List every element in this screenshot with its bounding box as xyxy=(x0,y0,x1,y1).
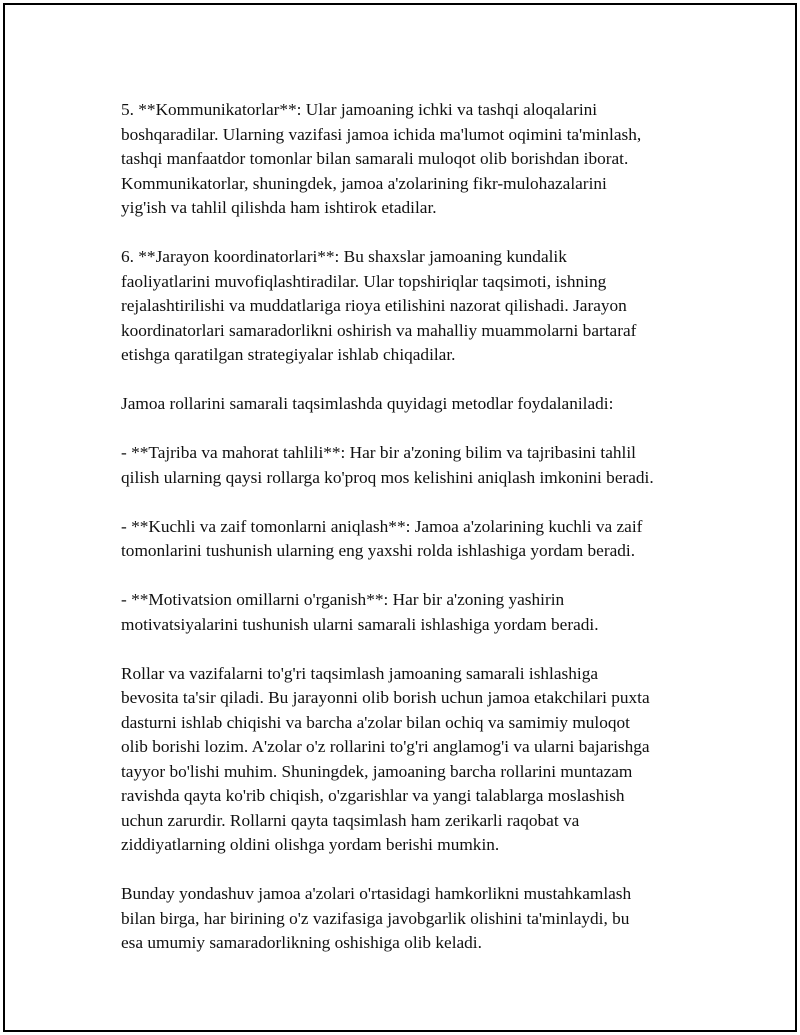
paragraph-process-coordinators: 6. **Jarayon koordinatorlari**: Bu shaxslar jamoaning kundalik faoliyatlarini muvofiqlashtiradilar. Ular topshiriqlar taqsimoti, ishning rejalashtirilishi va muddatlariga rioya etilishini nazorat qilishadi. Jarayon koordinatorlari samaradorlikni oshirish va mahalliy muammolarni bartaraf etishga qaratilgan strategiyalar ishlab chiqadilar. xyxy=(121,247,637,364)
paragraph-role-distribution: Rollar va vazifalarni to'g'ri taqsimlash jamoaning samarali ishlashiga bevosita ta'sir qiladi. Bu jarayonni olib borish uchun jamoa etakchilari puxta dasturni ishlab chiqishi va barcha a'zolar bilan ochiq va samimiy muloqot olib borishi lozim. A'zolar o'z rollarini to'g'ri anglamog'i va ularni bajarishga tayyor bo'lishi muhim. Shuningdek, jamoaning barcha rollarini muntazam ravishda qayta ko'rib chiqish, o'zgarishlar va yangi talablarga moslashish uchun zarurdir. Rollarni qayta taqsimlash ham zerikarli raqobat va ziddiyatlarning oldini olishga yordam berishi mumkin. xyxy=(121,663,650,854)
list-item-experience-analysis: - **Tajriba va mahorat tahlili**: Har bir a'zoning bilim va tajribasini tahlil qilish ularning qaysi rollarga ko'proq mos kelishini aniqlash imkonini beradi. xyxy=(121,443,654,487)
paragraph-communicators: 5. **Kommunikatorlar**: Ular jamoaning ichki va tashqi aloqalarini boshqaradilar. Ularning vazifasi jamoa ichida ma'lumot oqimini ta'minlash, tashqi manfaatdor tomonlar bilan samarali muloqot olib borishdan iborat. Kommunikatorlar, shuningdek, jamoa a'zolarining fikr-mulohazalarini yig'ish va tahlil qilishda ham ishtirok etadilar. xyxy=(121,100,642,217)
paragraph-conclusion: Bunday yondashuv jamoa a'zolari o'rtasidagi hamkorlikni mustahkamlash bilan birga, har birining o'z vazifasiga javobgarlik olishini ta'minlaydi, bu esa umumiy samaradorlikning oshishiga olib keladi. xyxy=(121,884,632,952)
paragraph-methods-intro: Jamoa rollarini samarali taqsimlashda quyidagi metodlar foydalaniladi: xyxy=(121,394,614,413)
page-frame xyxy=(3,3,797,1032)
document-body xyxy=(121,98,721,956)
list-item-motivation: - **Motivatsion omillarni o'rganish**: Har bir a'zoning yashirin motivatsiyalarini tushunish ularni samarali ishlashiga yordam beradi. xyxy=(121,590,599,634)
list-item-strengths-weaknesses: - **Kuchli va zaif tomonlarni aniqlash**: Jamoa a'zolarining kuchli va zaif tomonlarini tushunish ularning eng yaxshi rolda ishlashiga yordam beradi. xyxy=(121,516,643,560)
